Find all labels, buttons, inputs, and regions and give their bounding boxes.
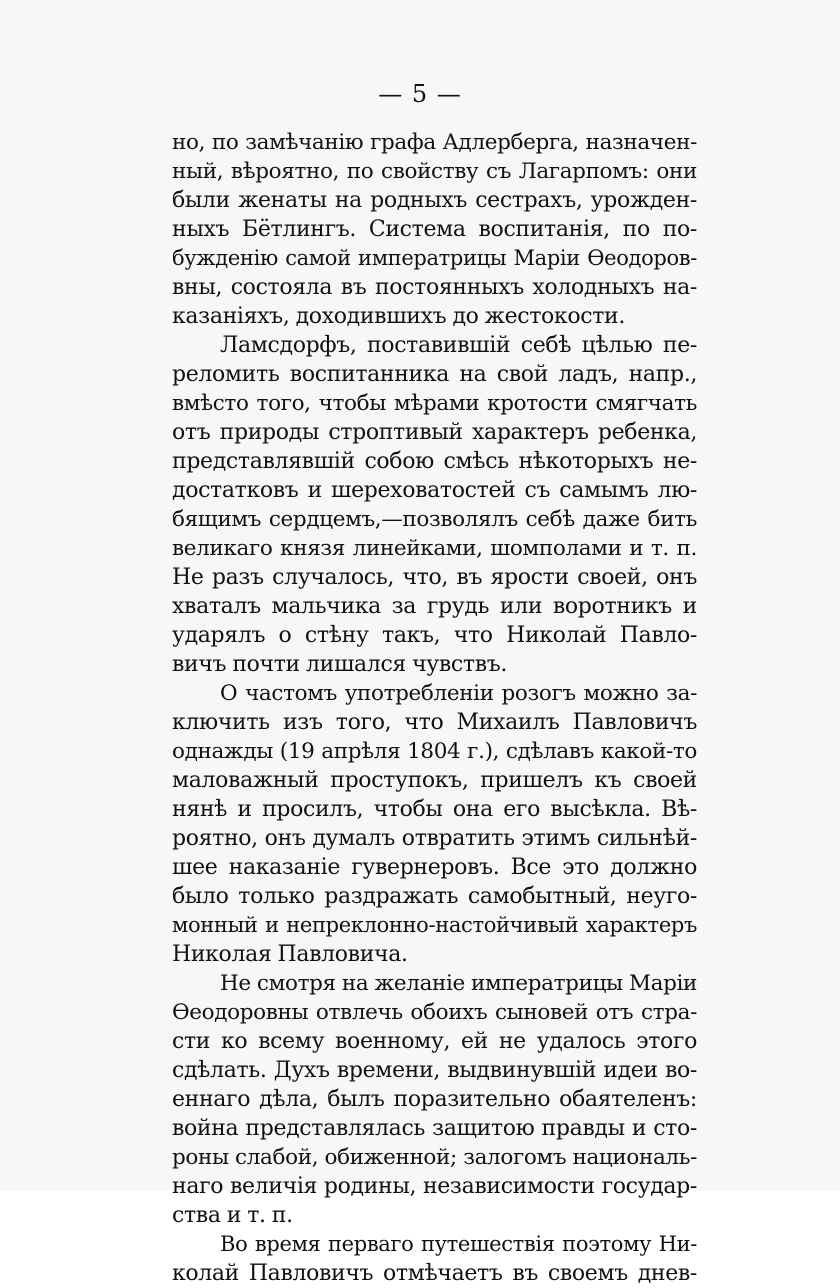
text-line: Ѳеодоровны отвлечь обоихъ сыновей отъ стра- [172,1000,697,1025]
text-line: отъ природы строптивый характеръ ребенка, [172,420,697,445]
text-line: ударялъ о стѣну такъ, что Николай Павло- [172,623,697,648]
text-line: Не смотря на желаніе императрицы Маріи [220,971,697,996]
text-line: Николая Павловича. [172,942,408,967]
text-line: реломить воспитанника на свой ладъ, напр., [172,362,697,387]
text-line: были женаты на родныхъ сестрахъ, урожден- [172,188,697,213]
text-line: казаніяхъ, доходившихъ до жестокости. [172,304,625,329]
text-line: Ламсдорфъ, поставившій себѣ цѣлью пе- [220,333,697,358]
text-line: достатковъ и шереховатостей съ самымъ лю- [172,478,697,503]
text-line: нянѣ и просилъ, чтобы она его высѣкла. Вѣ- [172,797,697,822]
text-line: сти ко всему военному, ей не удалось этого [172,1029,697,1054]
text-line: еннаго дѣла, былъ поразительно обаятеленъ: [172,1087,697,1112]
text-line: вны, состояла въ постоянныхъ холодныхъ на- [172,275,697,300]
text-line: однажды (19 апрѣля 1804 г.), сдѣлавъ какой-то [172,739,697,764]
body-text [172,128,697,1288]
text-line: сдѣлать. Духъ времени, выдвинувшій идеи во- [172,1058,697,1083]
text-line: ключить изъ того, что Михаилъ Павловичъ [172,710,697,735]
page-number: — 5 — [378,80,462,108]
text-line: Во время перваго путешествія поэтому Ни- [220,1232,697,1256]
text-line: О частомъ употребленіи розогъ можно за- [220,681,697,706]
text-line: великаго князя линейками, шомполами и т. п. [172,536,697,561]
text-line: бужденію самой императрицы Маріи Ѳеодоров- [172,246,697,270]
text-line: было только раздражать самобытный, неуго- [172,884,697,909]
text-line: шее наказаніе гувернеровъ. Все это должно [172,855,697,880]
text-line: хваталъ мальчика за грудь или воротникъ и [172,594,697,619]
text-line: война представлялась защитою правды и сто- [172,1116,697,1141]
text-line: роятно, онъ думалъ отвратить этимъ сильнѣй- [172,826,697,851]
text-line: колай Павловичъ отмѣчаетъ въ своемъ днев- [172,1261,697,1286]
text-line: Не разъ случалось, что, въ ярости своей, онъ [172,565,697,590]
text-line: роны слабой, обиженной; залогомъ националь- [172,1145,697,1170]
text-line: но, по замѣчанію графа Адлерберга, назначен- [172,130,697,155]
text-line: бящимъ сердцемъ,—позволялъ себѣ даже бить [172,507,697,532]
text-line: ный, вѣроятно, по свойству съ Лагарпомъ: они [172,159,697,184]
text-line: ныхъ Бётлингъ. Система воспитанія, по по- [172,217,697,242]
text-line: вичъ почти лишался чувствъ. [172,652,508,677]
text-line: монный и непреклонно-настойчивый характеръ [172,913,697,937]
text-line: маловажный проступокъ, пришелъ къ своей [172,768,697,793]
text-line: вмѣсто того, чтобы мѣрами кротости смягчать [172,391,697,416]
text-line: ства и т. п. [172,1203,293,1228]
text-line: представлявшій собою смѣсь нѣкоторыхъ не- [172,449,697,474]
text-line: наго величія родины, независимости государ- [172,1174,697,1199]
